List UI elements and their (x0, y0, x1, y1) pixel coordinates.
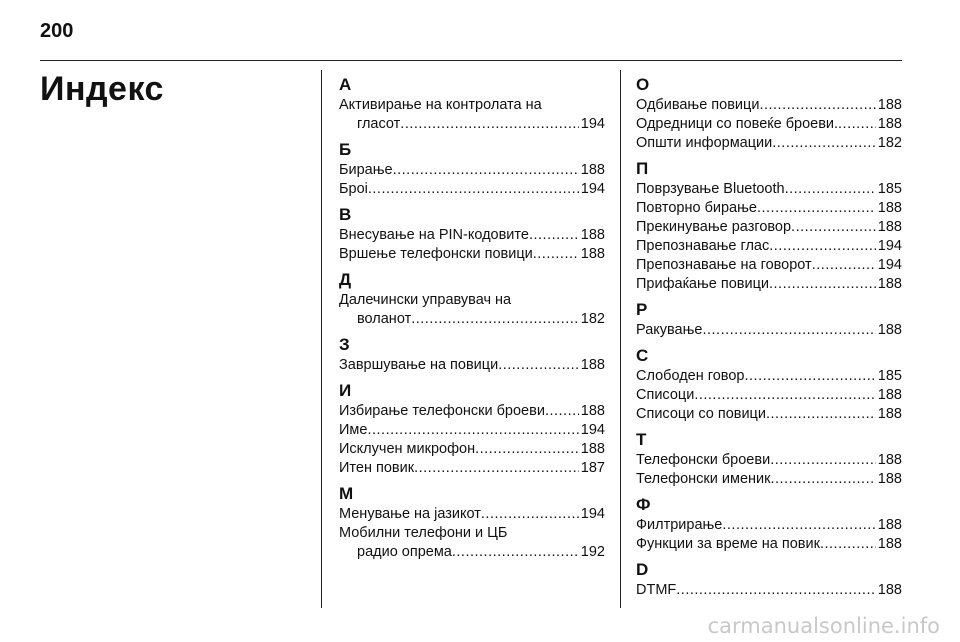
index-entry-page: 188 (877, 582, 902, 598)
index-entry-page: 188 (877, 536, 902, 552)
index-entry (636, 275, 902, 294)
index-letter: Ф (636, 495, 651, 514)
index-entry-text: Списоци со повици (636, 406, 766, 422)
dot-leader (676, 581, 876, 600)
index-group (339, 139, 605, 199)
index-entry-text: Далечински управувач на (339, 292, 512, 308)
index-entry-text: Прифаќање повици (636, 276, 769, 292)
index-group (339, 334, 605, 375)
index-entry-text: Телефонски броеви (636, 452, 771, 468)
index-entry-page: 187 (580, 460, 605, 476)
index-entry-text: гласот (357, 116, 401, 132)
index-letter: В (339, 205, 352, 224)
index-column-2 (636, 72, 902, 605)
index-entry (339, 505, 605, 524)
index-group (339, 74, 605, 134)
index-entry (339, 402, 605, 421)
watermark: carmanualsonline.info (707, 614, 940, 638)
index-entry-text: Внесување на PIN-кодовите (339, 227, 529, 243)
index-entry-text: Филтрирање (636, 517, 723, 533)
index-entry-page: 194 (580, 181, 605, 197)
index-entry-page: 188 (877, 322, 902, 338)
index-entry-text: радио опрема (357, 544, 452, 560)
index-group (339, 483, 605, 562)
index-entry-text: Име (339, 422, 368, 438)
index-entry-page: 194 (580, 506, 605, 522)
index-entry (636, 96, 902, 115)
index-entry-text: Одредници со повеќе броеви. (636, 116, 839, 132)
index-group (339, 380, 605, 478)
index-entry (636, 451, 902, 470)
index-entry-text: Менување на јазикот (339, 506, 481, 522)
index-entry-page: 188 (580, 162, 605, 178)
dot-leader (766, 405, 876, 424)
dot-leader (722, 516, 875, 535)
index-entry-text: Списоци (636, 387, 695, 403)
index-entry (636, 237, 902, 256)
index-entry (636, 405, 902, 424)
index-entry-text: Исклучен микрофон (339, 441, 476, 457)
index-column-1 (339, 72, 605, 567)
index-entry (339, 245, 605, 264)
dot-leader (791, 218, 876, 237)
dot-leader (702, 321, 875, 340)
index-letter: Р (636, 300, 648, 319)
dot-leader (414, 459, 579, 478)
index-entry-page: 188 (580, 227, 605, 243)
index-group (636, 299, 902, 340)
index-group (636, 345, 902, 424)
dot-leader (769, 275, 876, 294)
index-letter: Д (339, 270, 352, 289)
index-entry-page: 194 (580, 422, 605, 438)
index-entry (636, 134, 902, 153)
index-entry-page: 188 (580, 357, 605, 373)
index-entry (636, 321, 902, 340)
dot-leader (498, 356, 579, 375)
index-entry-page: 188 (877, 517, 902, 533)
index-entry-page: 194 (877, 257, 902, 273)
index-letter: О (636, 75, 650, 94)
index-group (636, 494, 902, 554)
index-entry (339, 524, 605, 562)
dot-leader (838, 115, 876, 134)
index-letter: П (636, 159, 649, 178)
index-entry-text: Избирање телефонски броеви (339, 403, 545, 419)
dot-leader (769, 237, 876, 256)
index-entry-page: 188 (580, 441, 605, 457)
index-entry-page: 185 (877, 181, 902, 197)
index-entry-text: Мобилни телефони и ЦБ (339, 525, 508, 541)
index-entry (339, 356, 605, 375)
index-entry (339, 459, 605, 478)
index-entry-text: Бирање (339, 162, 393, 178)
index-entry-text: Ракување (636, 322, 703, 338)
dot-leader (744, 367, 875, 386)
index-entry-page: 192 (580, 544, 605, 560)
dot-leader (694, 386, 875, 405)
dot-leader (393, 161, 579, 180)
dot-leader (770, 470, 875, 489)
index-group (636, 559, 902, 600)
index-entry-text: Поврзување Bluetooth (636, 181, 785, 197)
index-group (636, 158, 902, 294)
index-entry (339, 421, 605, 440)
index-letter: Б (339, 140, 352, 159)
index-entry-text: Прекинување разговор (636, 219, 792, 235)
index-entry-text: Препознавање глас (636, 238, 770, 254)
index-entry-text: воланот (357, 311, 412, 327)
page-title: Индекс (40, 70, 164, 108)
dot-leader (772, 134, 876, 153)
index-letter: А (339, 75, 352, 94)
index-entry-text: Слободен говор (636, 368, 745, 384)
index-entry-text: Итен повик (339, 460, 415, 476)
dot-leader (759, 96, 875, 115)
index-entry (636, 516, 902, 535)
index-entry-text: Препознавање на говорот (636, 257, 812, 273)
index-entry-page: 188 (877, 97, 902, 113)
header-rule (40, 60, 902, 61)
dot-leader (529, 226, 579, 245)
index-entry (636, 256, 902, 275)
index-entry (339, 161, 605, 180)
index-entry-page: 188 (877, 200, 902, 216)
index-entry (636, 535, 902, 554)
dot-leader (411, 310, 579, 329)
dot-leader (757, 199, 876, 218)
page-number: 200 (40, 20, 74, 42)
index-entry-text: Повторно бирање (636, 200, 757, 216)
index-entry (339, 291, 605, 329)
index-entry-page: 188 (877, 452, 902, 468)
index-entry (339, 96, 605, 134)
index-entry (339, 180, 605, 199)
column-divider-left (321, 70, 322, 608)
index-entry-page: 188 (877, 387, 902, 403)
index-entry-page: 188 (877, 219, 902, 235)
index-letter: М (339, 484, 354, 503)
index-entry-text: Општи информации (636, 135, 773, 151)
index-entry (636, 470, 902, 489)
index-entry-text: Завршување на повици (339, 357, 499, 373)
index-entry-page: 188 (877, 276, 902, 292)
index-entry (636, 180, 902, 199)
dot-leader (452, 543, 579, 562)
index-entry (636, 199, 902, 218)
index-entry-text: Телефонски именик (636, 471, 771, 487)
index-entry-page: 188 (580, 246, 605, 262)
index-entry-text: Активирање на контролата на (339, 97, 542, 113)
index-entry-text: Броі (339, 181, 368, 197)
dot-leader (475, 440, 579, 459)
index-entry-page: 188 (877, 471, 902, 487)
dot-leader (533, 245, 579, 264)
index-letter: D (636, 560, 649, 579)
index-entry-page: 194 (580, 116, 605, 132)
column-divider-right (620, 70, 621, 608)
index-group (636, 429, 902, 489)
dot-leader (368, 180, 579, 199)
dot-leader (785, 180, 876, 199)
index-entry-page: 182 (877, 135, 902, 151)
dot-leader (481, 505, 579, 524)
dot-leader (367, 421, 578, 440)
index-entry (636, 367, 902, 386)
index-group (636, 74, 902, 153)
index-entry (636, 115, 902, 134)
index-entry-text: Функции за време на повик (636, 536, 820, 552)
index-entry (339, 440, 605, 459)
index-letter: З (339, 335, 350, 354)
index-entry-page: 194 (877, 238, 902, 254)
index-entry-text: DTMF (636, 582, 677, 598)
dot-leader (545, 402, 579, 421)
index-entry (636, 581, 902, 600)
index-entry-text: Вршење телефонски повици (339, 246, 533, 262)
index-entry (339, 226, 605, 245)
dot-leader (812, 256, 876, 275)
index-entry (636, 386, 902, 405)
index-entry (636, 218, 902, 237)
index-letter: С (636, 346, 649, 365)
dot-leader (400, 115, 579, 134)
index-entry-page: 188 (877, 406, 902, 422)
index-letter: И (339, 381, 352, 400)
dot-leader (820, 535, 876, 554)
index-group (339, 269, 605, 329)
index-entry-page: 182 (580, 311, 605, 327)
index-group (339, 204, 605, 264)
index-entry-text: Одбивање повици (636, 97, 760, 113)
dot-leader (770, 451, 876, 470)
index-entry-page: 188 (580, 403, 605, 419)
index-entry-page: 188 (877, 116, 902, 132)
index-entry-page: 185 (877, 368, 902, 384)
index-letter: Т (636, 430, 647, 449)
